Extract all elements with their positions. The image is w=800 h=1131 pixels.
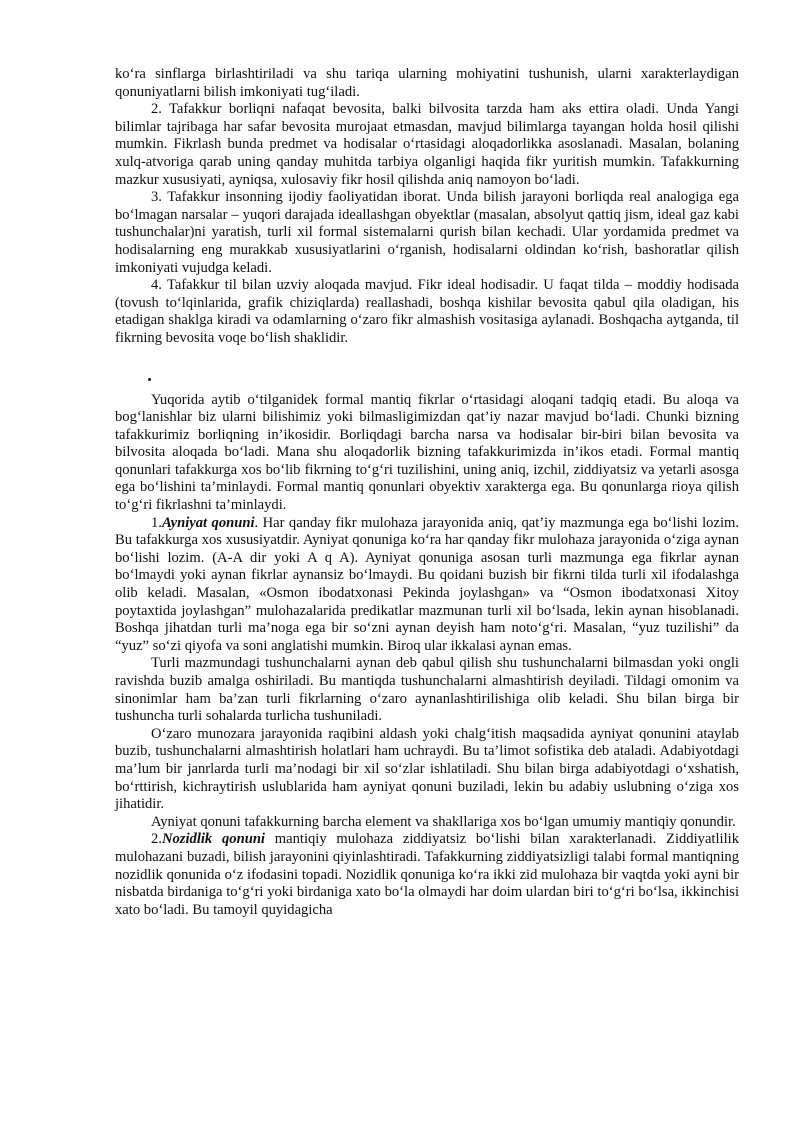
law-2-term: Nozidlik qonuni xyxy=(161,831,265,848)
main-intro-paragraph: Yuqorida aytib o‘tilganidek formal mantiq fikrlar o‘rtasidagi aloqani tadqiq etadi. Bu aloqa va bog‘lanishlar biz ularni bilishimiz yoki bilmasligimizdan qat’iy nazar mavjud bo‘ladi. Chunki bizning tafakkurimiz borliqning in’ikosidir. Borliqdagi barcha narsa va hodisalar bir-biri bilan bevosita va bilvosita aloqada bo‘ladi. Mana shu aloqadorlik bizning tafakkurimizda in’ikos etadi. Formal mantiq qonunlari tafakkurga xos bo‘lib fikrning to‘g‘ri tuzilishini, uning aniq, izchil, ziddiyatsiz va yetarli asosga ega bo‘lishini ta’minlaydi. Formal mantiq qonunlari obyektiv xarakterga ega. Bu qonunlarga rioya qilish to‘g‘ri fikrlashni ta’minlaydi. xyxy=(115,391,739,514)
law-2-number: 2. xyxy=(151,831,162,848)
intro-paragraph-3: 3. Tafakkur insonning ijodiy faoliyatidan iborat. Unda bilish jarayoni borliqda real analogiga ega bo‘lmagan narsalar – yuqori darajada ideallashgan obyektlar (masalan, absolyut qattiq jism, ideal gaz kabi tushunchalar)ni yaratish, turli xil formal sistemalarni qurish bilan kechadi. Ular yordamida predmet va hodisalarning eng murakkab xususiyatlarini o‘rganish, hodisalarni oldindan ko‘rish, bashoratlar qilish imkoniyati vujudga keladi. xyxy=(115,189,739,276)
bullet-dot xyxy=(148,378,151,381)
law-1-paragraph-3: O‘zaro munozara jarayonida raqibini aldash yoki chalg‘itish maqsadida ayniyat qonunini ataylab buzib, tushunchalarni almashtirish holatlari ham uchraydi. Bu ta’limot sofistika deb ataladi. Adabiyotdagi ma’lum bir janrlarda turli ma’nodagi bir xil so‘zlar ishlatiladi. Shu bilan birga adabiyotdagi o‘xshatish, bo‘rttirish, kichraytirish uslublarida ham ayniyat qonuni buziladi, lekin bu adabiy uslubning o‘ziga xos jihatidir. xyxy=(115,725,739,813)
law-1-paragraph-2: Turli mazmundagi tushunchalarni aynan deb qabul qilish shu tushunchalarni bilmasdan yoki ongli ravishda buzib amalga oshiriladi. Bu mantiqda tushunchalarni almashtirish deyiladi. Tildagi omonim va sinonimlar ham ba’zan turli fikrlarning o‘zaro aynanlashtirilishiga olib keladi. Shu bilan birga bir tushuncha turli sohalarda turlicha tushuniladi. xyxy=(115,655,739,725)
law-1-paragraph xyxy=(115,515,739,656)
intro-paragraph-2: 2. Tafakkur borliqni nafaqat bevosita, balki bilvosita tarzda ham aks ettira oladi. Unda Yangi bilimlar tajribaga har safar bevosita murojaat etmasdan, mavjud bilimlarga tayangan holda hosil qilishi mumkin. Fikrlash bunda predmet va hodisalar o‘rtasidagi aloqadorlikka asoslanadi. Masalan, bolaning xulq-atvoriga qarab uning qanday muhitda tarbiya olganligi haqida fikr yuritish mumkin. Tafakkurning mazkur xususiyati, ayniqsa, xulosaviy fikr hosil qilishda aniq namoyon bo‘ladi. xyxy=(115,101,739,188)
section-gap xyxy=(115,348,739,372)
law-1-paragraph-4: Ayniyat qonuni tafakkurning barcha element va shakllariga xos bo‘lgan umumiy mantiqiy qonundir. xyxy=(151,813,736,830)
section-marker xyxy=(115,372,739,392)
law-2-text: mantiqiy mulohaza ziddiyatsiz bo‘lishi bilan xarakterlanadi. Ziddiyatlilik mulohazani buzadi, bilish jarayonini qiyinlashtiradi. Tafakkurning ziddiyatsizligi talabi formal mantiqning nozidlik qonunida o‘z ifodasini topadi. Nozidlik qonuniga ko‘ra ikki zid mulohaza bir vaqtda yoki ayni bir nisbatda birdaniga to‘g‘ri yoki birdaniga xato bo‘la olmaydi har doim ulardan biri to‘g‘ri bo‘lsa, ikkinchisi xato bo‘ladi. Bu tamoyil quyidagicha xyxy=(115,831,740,918)
intro-paragraph-4: 4. Tafakkur til bilan uzviy aloqada mavjud. Fikr ideal hodisadir. U faqat tilda – moddiy hodisada (tovush to‘lqinlarida, grafik chiziqlarda) reallashadi, boshqa kishilar bevosita qabul qila oladigan, his etadigan shaklga kiradi va odamlarning o‘zaro fikr almashish vositasiga aylanadi. Boshqacha aytganda, til fikrning bevosita voqe bo‘lish shaklidir. xyxy=(115,277,739,346)
law-1-number: 1. xyxy=(151,514,162,531)
law-1-text: . Har qanday fikr mulohaza jarayonida aniq, qat’iy mazmunga ega bo‘lishi lozim. Bu tafakkurga xos xususiyatdir. Ayniyat qonuniga ko‘ra har qanday fikr mulohaza jarayonida o‘ziga aynan bo‘lishi lozim. (A-A dir yoki A q A). Ayniyat qonuniga asosan turli mazmunga ega fikrlar aynan bo‘lmaydi yoki aynan fikrlar aynansiz bo‘lmaydi. Bu qoidani buzish bir fikrni tilda turli xil ifodalashga olib keladi. Masalan, «Osmon ibodatxonasi Pekinda joylashgan» va “Osmon ibodatxonasi Xitoy poytaxtida joylashgan” mulohazalarida predikatlar mazmunan turli xil bo‘lsada, lekin aynan hisoblanadi. Boshqa jihatdan turli ma’noga ega bir so‘zni aynan deyish ham noto‘g‘ri. Masalan, “yuz tuzilishi” da “yuz” so‘zi qiyofa va soni anglatishi mumkin. Biroq ular ikkalasi aynan emas. xyxy=(115,514,739,654)
document-page xyxy=(115,66,739,919)
intro-paragraph-1: ko‘ra sinflarga birlashtiriladi va shu tariqa ularning mohiyatini tushunish, ularni xarakterlaydigan qonuniyatlarni bilish imkoniyati tug‘iladi. xyxy=(115,66,739,100)
law-2-paragraph xyxy=(115,831,739,919)
law-1-term: Ayniyat qonuni xyxy=(161,514,255,531)
